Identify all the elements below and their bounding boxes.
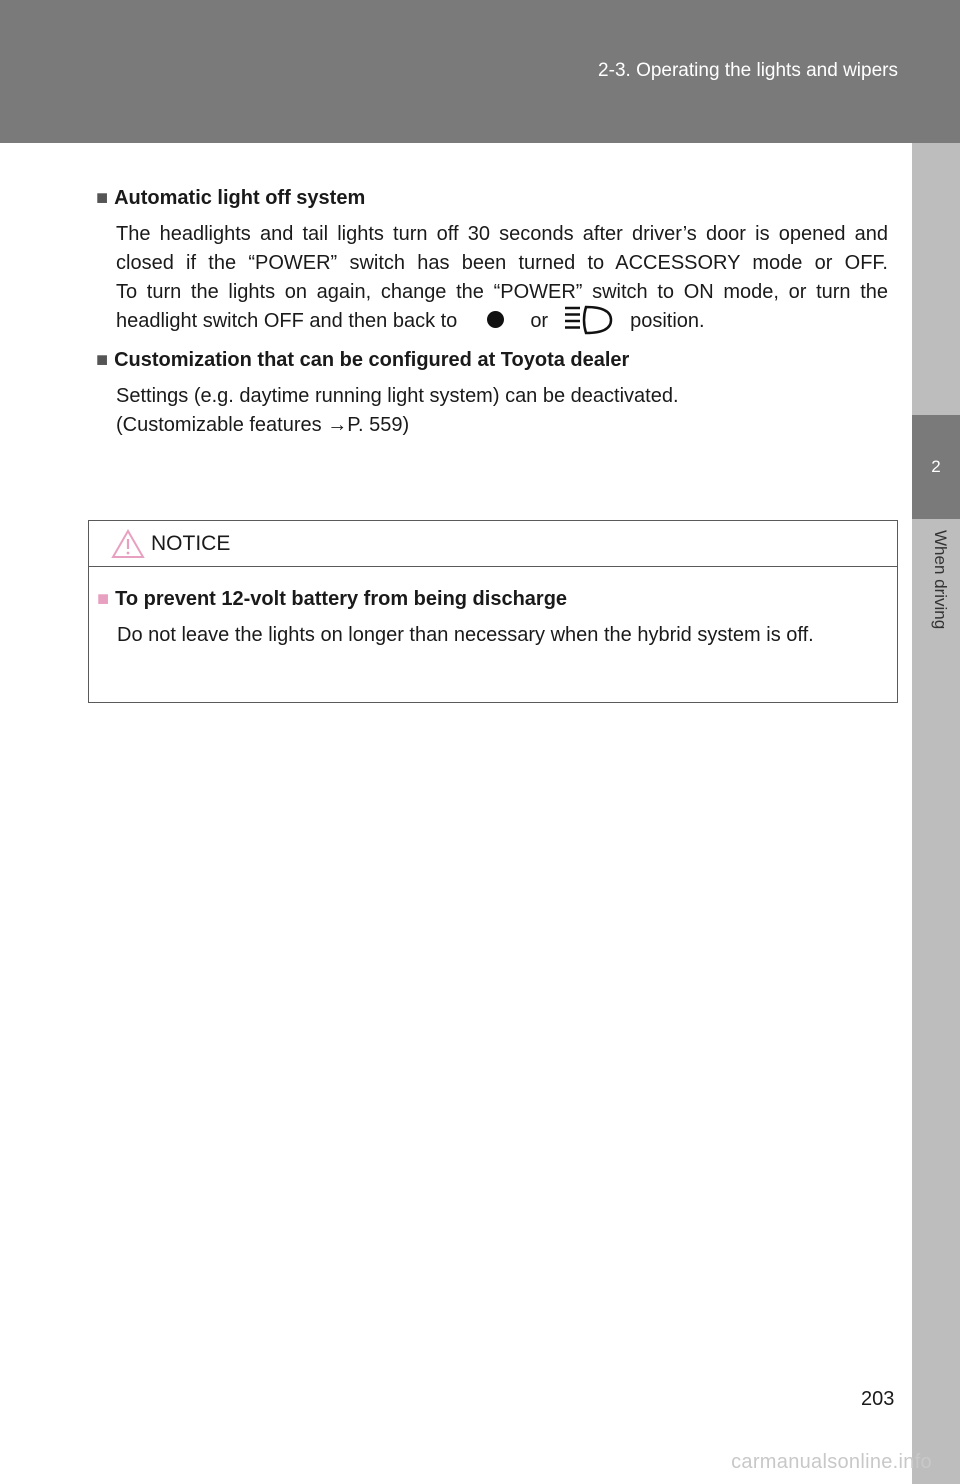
- or-text: or: [530, 310, 549, 332]
- paragraph: [116, 278, 888, 336]
- headlight-icon: [564, 305, 614, 335]
- warning-triangle-icon: [111, 529, 145, 559]
- watermark: carmanualsonline.info: [731, 1451, 932, 1473]
- page-header: [0, 0, 960, 143]
- notice-text: Do not leave the lights on longer than necessary when the hybrid system is off.: [117, 624, 814, 646]
- page-number: 203: [861, 1388, 895, 1410]
- bullet-square-icon: ■: [96, 187, 109, 209]
- notice-heading: [97, 585, 889, 613]
- notice-title: NOTICE: [151, 532, 231, 555]
- heading-text: To prevent 12-volt battery from being discharge: [115, 588, 568, 610]
- bullet-square-icon: ■: [97, 588, 110, 610]
- section-heading: [96, 184, 888, 212]
- notice-header: [89, 521, 897, 567]
- bullet-square-icon: ■: [96, 349, 109, 371]
- paragraph-text: position.: [630, 310, 705, 332]
- notice-body: [89, 567, 897, 650]
- paragraph-text: To turn the lights on again, change the “POWER” switch to ON mode, or turn the headlight switch OFF and then back to: [116, 281, 888, 332]
- paragraph: The headlights and tail lights turn off 30 seconds after driver’s door is opened and closed if the “POWER” switch has been turned to ACCESSORY mode or OFF.: [116, 223, 888, 274]
- main-content: [96, 184, 888, 440]
- section-title: 2-3. Operating the lights and wipers: [598, 60, 898, 81]
- chapter-label: When driving: [931, 530, 950, 630]
- section-heading: [96, 346, 888, 374]
- heading-text: Customization that can be configured at Toyota dealer: [114, 349, 630, 371]
- paragraph: Settings (e.g. daytime running light system) can be deactivated.: [116, 385, 679, 407]
- paragraph: (Customizable features →P. 559): [116, 414, 410, 436]
- chapter-number: 2: [912, 415, 960, 519]
- parking-light-icon: [487, 311, 504, 328]
- notice-box: [88, 520, 898, 703]
- heading-text: Automatic light off system: [114, 187, 366, 209]
- chapter-side-tab: [912, 143, 960, 1484]
